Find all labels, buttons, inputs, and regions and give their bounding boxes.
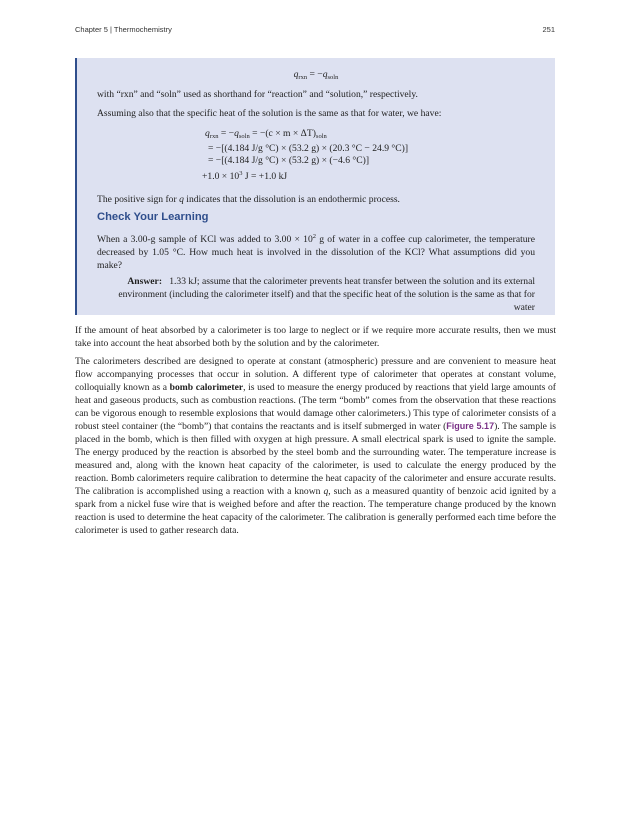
assuming-text: Assuming also that the specific heat of the solution is the same as that for water, we have: xyxy=(97,108,442,119)
text-run: indicates that the dissolution is an endothermic process. xyxy=(183,194,400,205)
eq-var: q xyxy=(323,486,329,497)
paragraph-bomb-calorimeter xyxy=(75,355,556,537)
eq-subscript: rxn xyxy=(209,133,219,140)
text-run: , is used to measure the energy produced by reactions that yield large amounts of heat and gaseous products, such as combustion reactions. (The term “bomb” comes from the observation that these reactions can be vigorous enough to resemble explosions that would damage other calorimeters.) This type of calorimeter consists of a robust steel container (the “bomb”) that contains the reactants and is itself submerged in water ( xyxy=(75,382,556,432)
eq-var: q xyxy=(293,69,299,80)
shorthand-text: with “rxn” and “soln” used as shorthand for “reaction” and “solution,” respectively. xyxy=(97,89,418,100)
text-run: The calorimeters described are designed to operate at constant (atmospheric) pressure and are convenient to measure heat flow accompanying processes that occur in solution. A different type of calorimeter that operates at constant volume, colloquially known as a xyxy=(75,356,556,393)
text-run: g of water in a coffee cup calorimeter, the temperature decreased by 1.05 °C. How much heat is involved in the dissolution of the KCl? What assumptions did you make? xyxy=(97,234,535,271)
page-header xyxy=(75,25,555,34)
equation-line-1 xyxy=(205,128,408,143)
eq-exponent: 2 xyxy=(312,233,316,240)
answer-text: 1.33 kJ; assume that the calorimeter prevents heat transfer between the solution and its external environment (including the calorimeter itself) and that the specific heat of the solution is the same as that for water xyxy=(118,276,535,313)
equation-line-4 xyxy=(202,168,408,183)
positive-sign-text xyxy=(97,193,535,206)
eq-text: = −(c × m × ΔT) xyxy=(249,128,316,139)
eq-text: = − xyxy=(218,128,235,139)
figure-link[interactable]: Figure 5.17 xyxy=(446,421,495,431)
paragraph-calorimeter-heat: If the amount of heat absorbed by a calorimeter is too large to neglect or if we require more accurate results, then we must take into account the heat absorbed both by the solution and by the calorimeter. xyxy=(75,325,556,349)
eq-exponent: 3 xyxy=(239,169,243,177)
check-your-learning-title: Check Your Learning xyxy=(97,211,209,223)
text-run: ). The sample is placed in the bomb, which is then filled with oxygen at high pressure. A small electrical spark is used to ignite the sample. The energy produced by the reaction is absorbed by the steel bomb and the surrounding water. The temperature increase is measured and, along with the known heat capacity of the calorimeter, is used to calculate the energy produced by the reaction. Bomb calorimeters require calibration to determine the heat capacity of the calorimeter and ensure accurate results. The calibration is accomplished using a reaction with a known xyxy=(75,421,556,497)
eq-var: q xyxy=(322,69,328,80)
eq-text: J = +1.0 kJ xyxy=(242,170,288,182)
eq-var: q xyxy=(234,128,239,139)
eq-subscript: rxn xyxy=(298,74,308,81)
calculation-equations xyxy=(202,128,409,183)
answer-label: Answer: xyxy=(127,276,163,287)
eq-operator: = − xyxy=(307,69,323,80)
eq-subscript: soln xyxy=(315,133,327,140)
check-question xyxy=(97,230,535,272)
text-run: The positive sign for xyxy=(97,194,180,205)
equation-line-3: = −[(4.184 J/g °C) × (53.2 g) × (−4.6 °C)] xyxy=(208,155,370,167)
text-run: , such as a measured quantity of benzoic acid ignited by a spark from a nickel fuse wire that is weighed before and after the reaction. The temperature change produced by the known reaction is used to determine the heat capacity of the calorimeter. The calibration is generally performed each time before the calorimeter is used to gather research data. xyxy=(75,486,556,536)
equation-q-rxn xyxy=(77,68,555,84)
eq-subscript: soln xyxy=(238,133,250,140)
term-bomb-calorimeter: bomb calorimeter xyxy=(169,382,244,393)
example-box xyxy=(75,58,555,315)
eq-subscript: soln xyxy=(327,74,339,81)
text-run: When a 3.00-g sample of KCl was added to 3.00 × 10 xyxy=(97,234,313,245)
page-number: 251 xyxy=(542,25,555,34)
chapter-title: Chapter 5 | Thermochemistry xyxy=(75,25,172,34)
eq-text: +1.0 × 10 xyxy=(202,170,240,182)
equation-line-2: = −[(4.184 J/g °C) × (53.2 g) × (20.3 °C − 24.9 °C)] xyxy=(208,143,409,155)
eq-var: q xyxy=(179,194,184,205)
check-answer xyxy=(97,275,535,314)
eq-var: q xyxy=(205,128,210,139)
